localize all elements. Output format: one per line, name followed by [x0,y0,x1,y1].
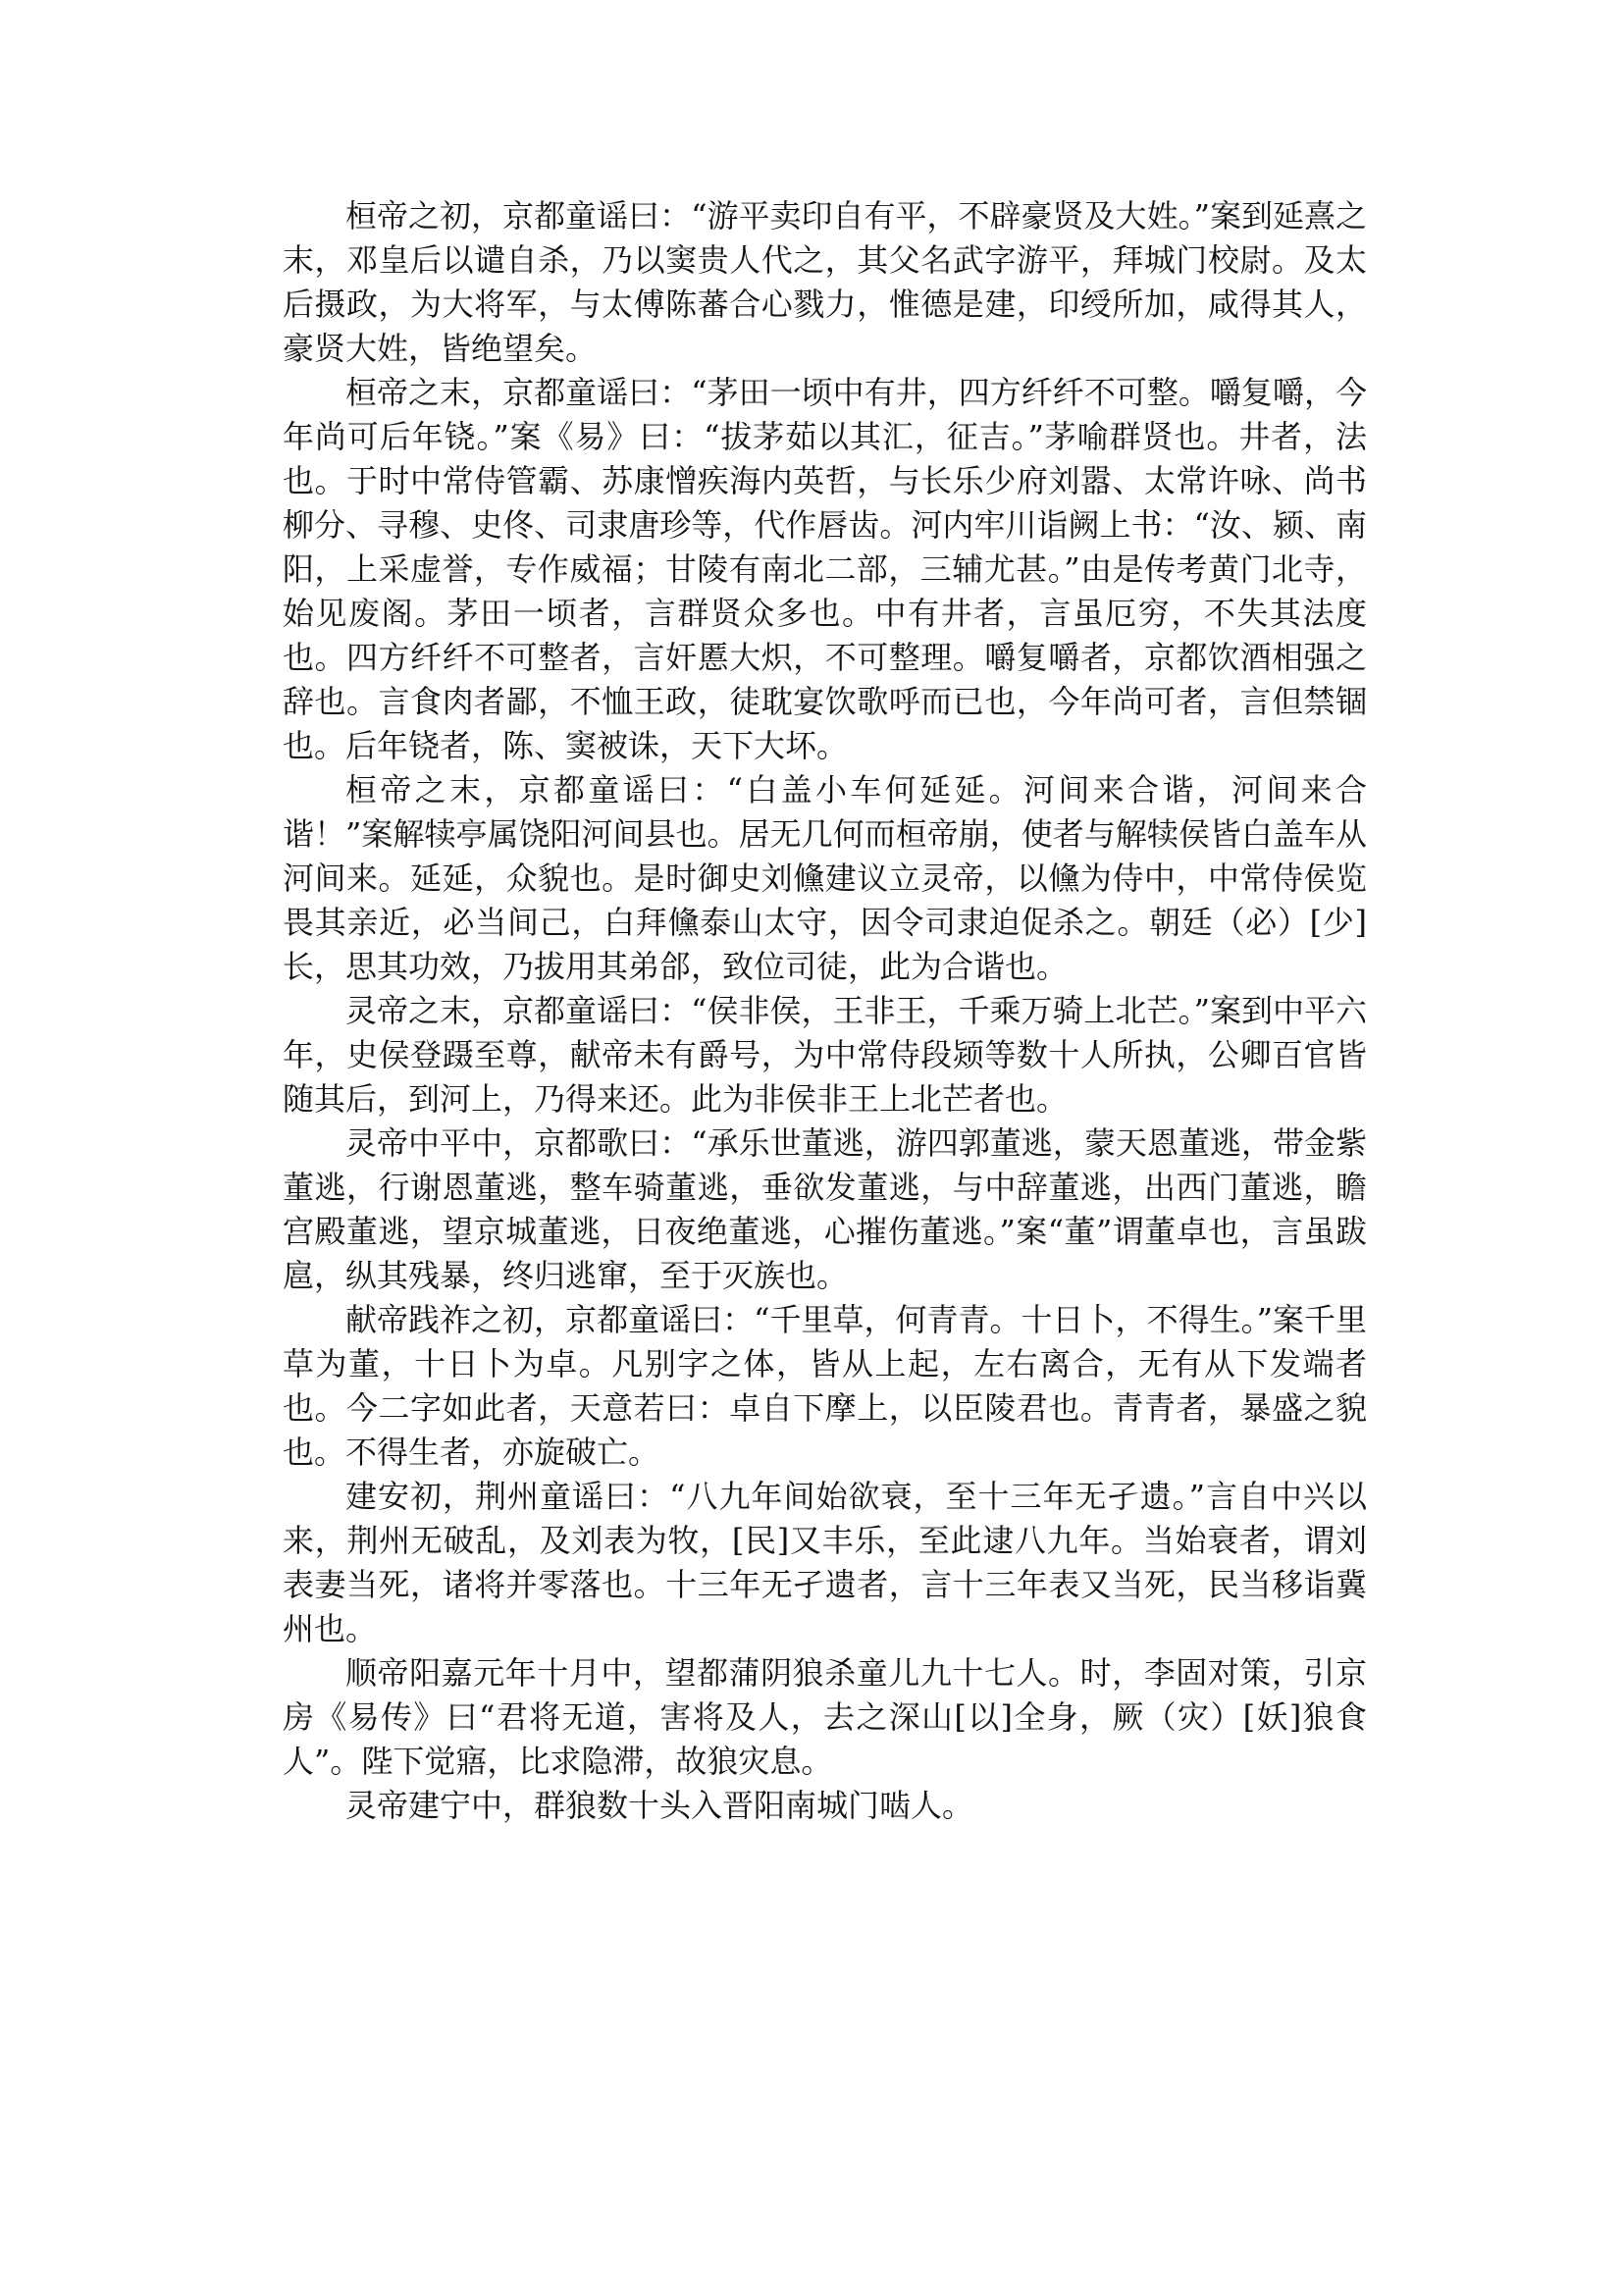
paragraph-5: 灵帝中平中，京都歌曰：“承乐世董逃，游四郭董逃，蒙天恩董逃，带金紫董逃，行谢恩董逃，整车骑董逃，垂欲发董逃，与中辞董逃，出西门董逃，瞻宫殿董逃，望京城董逃，日夜绝董逃，心摧伤董逃。”案“董”谓董卓也，言虽跋扈，纵其残暴，终归逃窜，至于灭族也。 [283,1124,1367,1294]
paragraph-9: 灵帝建宁中，群狼数十头入晋阳南城门啮人。 [345,1787,974,1824]
document-body [283,194,1367,1828]
paragraph-4: 灵帝之末，京都童谣曰：“侯非侯，王非王，千乘万骑上北芒。”案到中平六年，史侯登蹑至尊，献帝未有爵号，为中常侍段颎等数十人所执，公卿百官皆随其后，到河上，乃得来还。此为非侯非王上北芒者也。 [283,992,1367,1118]
paragraph-1: 桓帝之初，京都童谣曰：“游平卖印自有平，不辟豪贤及大姓。”案到延熹之末，邓皇后以谴自杀，乃以窦贵人代之，其父名武字游平，拜城门校尉。及太后摄政，为大将军，与太傅陈蕃合心戮力，惟德是建，印绶所加，咸得其人，豪贤大姓，皆绝望矣。 [283,197,1367,367]
paragraph-3: 桓帝之末，京都童谣曰：“白盖小车何延延。河间来合谐，河间来合谐！”案解犊亭属饶阳河间县也。居无几何而桓帝崩，使者与解犊侯皆白盖车从河间来。延延，众貌也。是时御史刘儵建议立灵帝，以儵为侍中，中常侍侯览畏其亲近，必当间己，白拜儵泰山太守，因令司隶迫促杀之。朝廷（必）[少]长，思其功效，乃拔用其弟郃，致位司徒，此为合谐也。 [283,771,1367,985]
paragraph-2: 桓帝之末，京都童谣曰：“茅田一顷中有井，四方纤纤不可整。嚼复嚼，今年尚可后年铙。”案《易》曰：“拔茅茹以其汇，征吉。”茅喻群贤也。井者，法也。于时中常侍管霸、苏康憎疾海内英哲，与长乐少府刘嚣、太常许咏、尚书柳分、寻穆、史佟、司隶唐珍等，代作唇齿。河内牢川诣阙上书：“汝、颍、南阳，上采虚誉，专作威福；甘陵有南北二部，三辅尤甚。”由是传考黄门北寺，始见废阁。茅田一顷者，言群贤众多也。中有井者，言虽厄穷，不失其法度也。四方纤纤不可整者，言奸慝大炽，不可整理。嚼复嚼者，京都饮酒相强之辞也。言食肉者鄙，不恤王政，徒耽宴饮歌呼而已也，今年尚可者，言但禁锢也。后年铙者，陈、窦被诛，天下大坏。 [283,374,1367,764]
paragraph-6: 献帝践祚之初，京都童谣曰：“千里草，何青青。十日卜，不得生。”案千里草为董，十日卜为卓。凡别字之体，皆从上起，左右离合，无有从下发端者也。今二字如此者，天意若曰：卓自下摩上，以臣陵君也。青青者，暴盛之貌也。不得生者，亦旋破亡。 [283,1301,1367,1471]
paragraph-8: 顺帝阳嘉元年十月中，望都蒲阴狼杀童儿九十七人。时，李固对策，引京房《易传》曰“君将无道，害将及人，去之深山[以]全身，厥（灾）[妖]狼食人”。陛下觉寤，比求隐滞，故狼灾息。 [283,1654,1367,1780]
paragraph-7: 建安初，荆州童谣曰：“八九年间始欲衰，至十三年无孑遗。”言自中兴以来，荆州无破乱，及刘表为牧，[民]又丰乐，至此逮八九年。当始衰者，谓刘表妻当死，诸将并零落也。十三年无孑遗者，言十三年表又当死，民当移诣冀州也。 [283,1478,1367,1647]
